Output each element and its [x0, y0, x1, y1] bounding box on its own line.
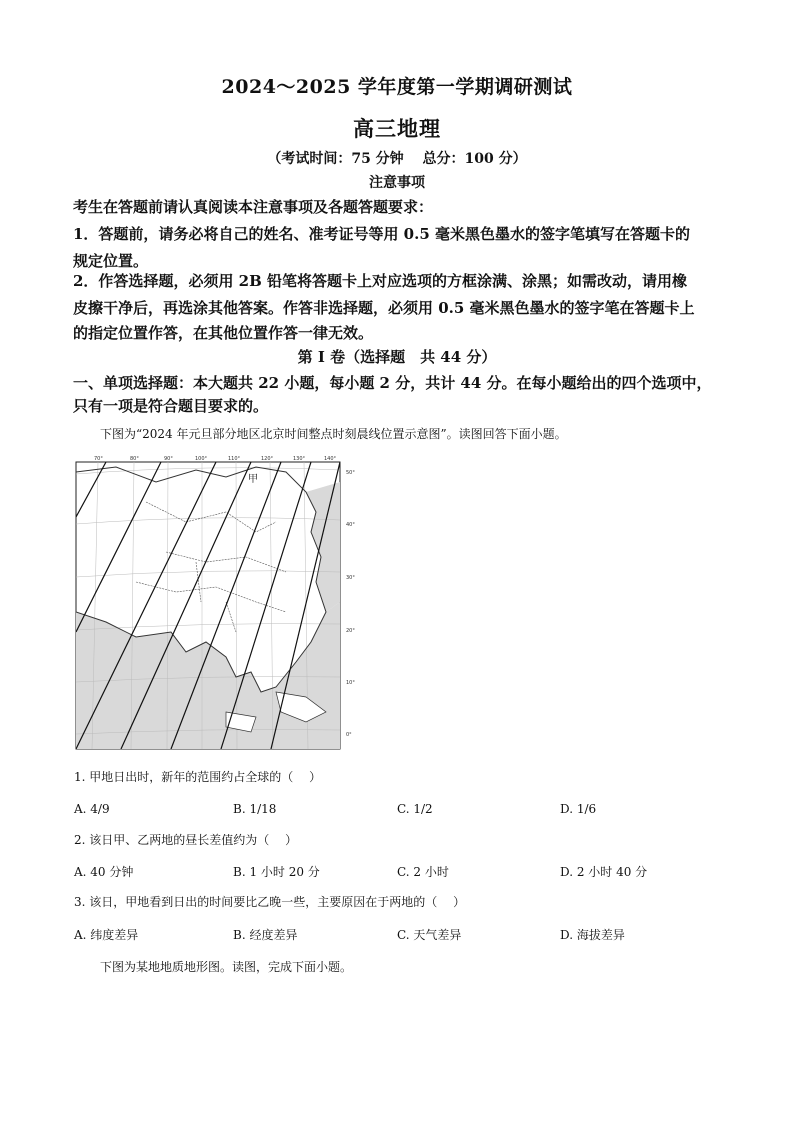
question-3-stem: 3. 该日，甲地看到日出的时间要比乙晚一些，主要原因在于两地的（ ） — [74, 895, 466, 909]
question-1-option-c: C. 1/2 — [397, 802, 433, 816]
section-heading: 第 I 卷（选择题 共 44 分） — [297, 348, 497, 366]
subject-title: 高三地理 — [353, 116, 441, 141]
question-1-stem: 1. 甲地日出时，新年的范围约占全球的（ ） — [74, 770, 322, 784]
notice-item-2-line-1: 2．作答选择题，必须用 2B 铅笔将答题卡上对应选项的方框涂满、涂黑；如需改动，请用橡 — [73, 272, 688, 290]
lat-label-50: 50° — [346, 470, 355, 476]
next-figure-intro: 下图为某地地质地形图。读图，完成下面小题。 — [100, 960, 353, 974]
lat-label-40: 40° — [346, 522, 355, 528]
point-jia-label: 甲 — [248, 474, 258, 485]
question-2-option-c: C. 2 小时 — [397, 865, 449, 879]
question-2-option-d: D. 2 小时 40 分 — [560, 865, 648, 879]
lon-label-90: 90° — [164, 456, 173, 462]
question-3-option-d: D. 海拔差异 — [560, 928, 625, 942]
lat-label-20: 20° — [346, 628, 355, 634]
lon-label-120: 120° — [261, 456, 274, 462]
notice-item-1-line-2: 规定位置。 — [73, 252, 149, 270]
notice-item-2-line-2: 皮擦干净后，再选涂其他答案。作答非选择题，必须用 0.5 毫米黑色墨水的签字笔在答题卡上 — [73, 299, 695, 317]
question-3-option-b: B. 经度差异 — [233, 928, 298, 942]
terminator-map — [76, 456, 376, 749]
question-3-option-a: A. 纬度差异 — [74, 928, 139, 942]
question-2-option-b: B. 1 小时 20 分 — [233, 865, 320, 879]
notice-intro: 考生在答题前请认真阅读本注意事项及各题答题要求： — [73, 198, 434, 216]
lon-label-100: 100° — [195, 456, 208, 462]
lon-label-80: 80° — [130, 456, 139, 462]
lon-label-70: 70° — [94, 456, 103, 462]
lat-label-10: 10° — [346, 680, 355, 686]
question-3-option-c: C. 天气差异 — [397, 928, 462, 942]
section-intro-line-2: 只有一项是符合题目要求的。 — [73, 397, 269, 415]
notice-item-2-line-3: 的指定位置作答，在其他位置作答一律无效。 — [73, 324, 374, 342]
question-2-stem: 2. 该日甲、乙两地的昼长差值约为（ ） — [74, 833, 298, 847]
lon-label-130: 130° — [293, 456, 306, 462]
lon-label-110: 110° — [228, 456, 241, 462]
question-1-option-b: B. 1/18 — [233, 802, 277, 816]
exam-title: 2024～2025 学年度第一学期调研测试 — [221, 76, 573, 98]
exam-info: （考试时间：75 分钟 总分：100 分） — [267, 151, 527, 167]
question-1-option-a: A. 4/9 — [74, 802, 110, 816]
notice-heading: 注意事项 — [369, 175, 425, 191]
question-2-option-a: A. 40 分钟 — [74, 865, 134, 879]
lon-label-140: 140° — [324, 456, 337, 462]
notice-item-1-line-1: 1．答题前，请务必将自己的姓名、准考证号等用 0.5 毫米黑色墨水的签字笔填写在答题卡的 — [73, 225, 690, 243]
question-1-option-d: D. 1/6 — [560, 802, 597, 816]
figure-intro: 下图为“2024 年元旦部分地区北京时间整点时刻晨线位置示意图”。读图回答下面小题。 — [100, 427, 567, 441]
section-intro-line-1: 一、单项选择题：本大题共 22 小题，每小题 2 分，共计 44 分。在每小题给出的四个选项中， — [73, 374, 712, 392]
lat-label-30: 30° — [346, 575, 355, 581]
lat-label-0: 0° — [346, 732, 352, 738]
